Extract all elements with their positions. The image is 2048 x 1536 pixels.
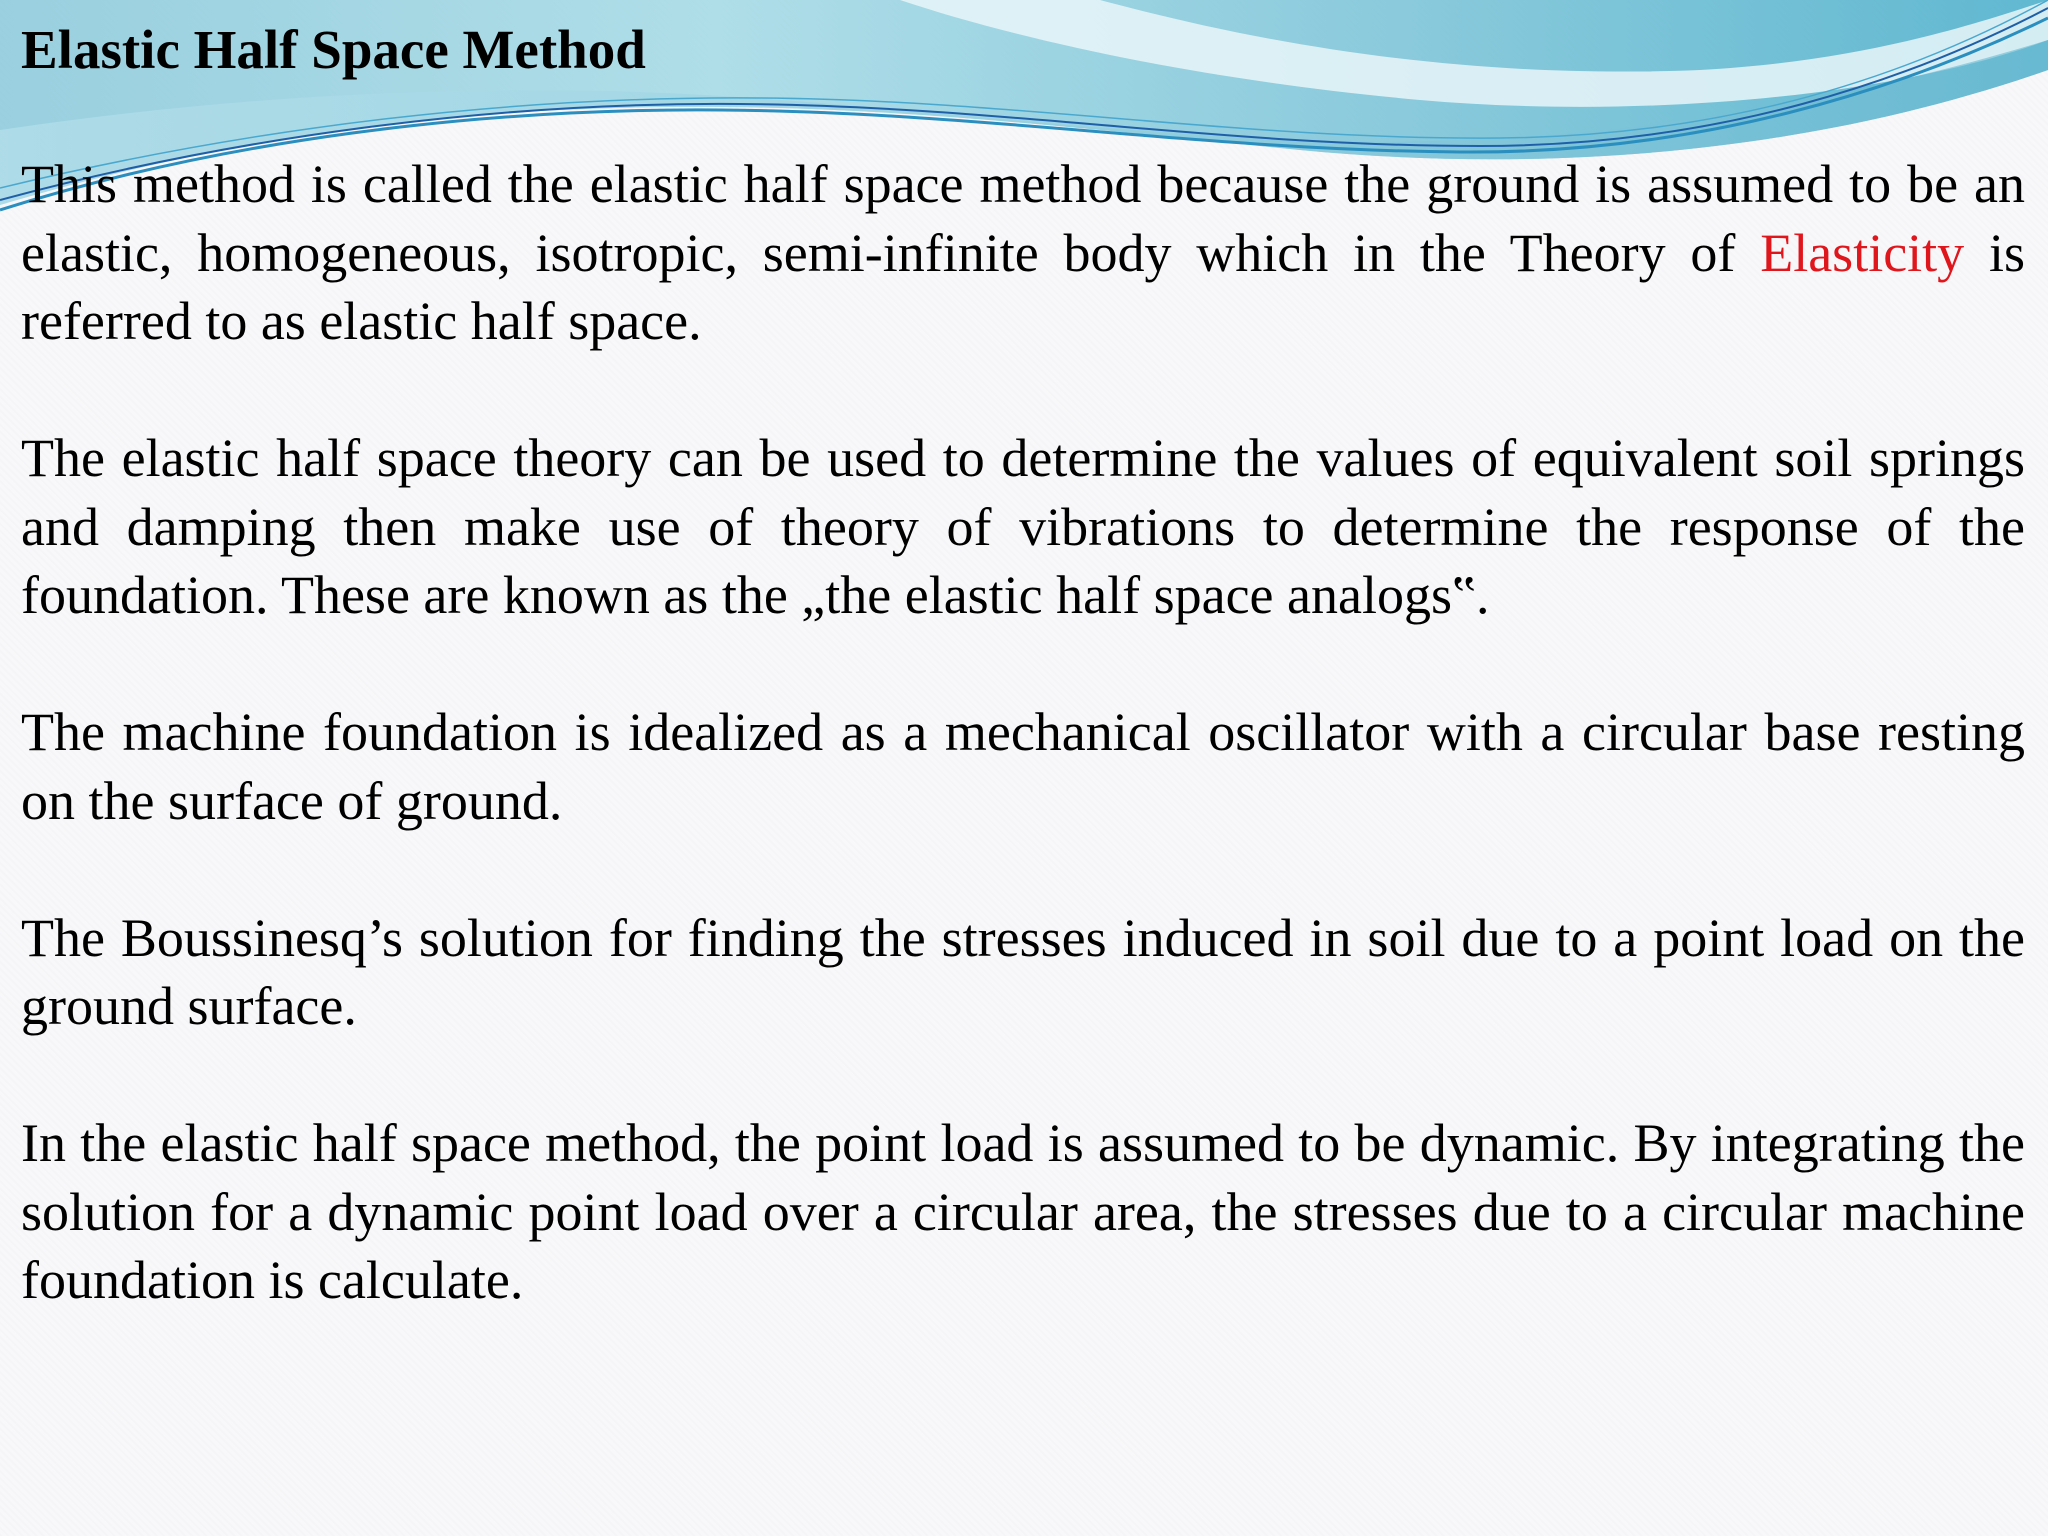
paragraph-5-text: In the elastic half space method, the point load is assumed to be dynamic. By integrating the solution for a dynamic point load over a circular area, the stresses due to a circular machine foundation is calculate. (21, 1113, 2025, 1310)
paragraph-5 (21, 1109, 2025, 1315)
highlight-elasticity: Elasticity (1760, 222, 1965, 283)
paragraph-4-text: The Boussinesq’s solution for finding the stresses induced in soil due to a point load on the ground surface. (21, 907, 2025, 1036)
paragraph-4 (21, 904, 2025, 1041)
paragraph-3-text: The machine foundation is idealized as a mechanical oscillator with a circular base resting on the surface of ground. (21, 702, 2025, 831)
paragraph-1 (21, 150, 2025, 356)
paragraph-2-text: The elastic half space theory can be used to determine the values of equivalent soil springs and damping then make use of theory of vibrations to determine the response of the foundation. These are known as the „the elastic half space analogs‟. (21, 428, 2025, 625)
paragraph-3 (21, 698, 2025, 835)
slide-body (21, 150, 2025, 1383)
slide-title: Elastic Half Space Method (21, 19, 646, 80)
paragraph-1-text-after: is referred to as elastic half space. (21, 222, 2025, 351)
paragraph-1-text-before: This method is called the elastic half space method because the ground is assumed to be an elastic, homogeneous, isotropic, semi-infinite body which in the Theory of (21, 154, 2025, 283)
paragraph-2 (21, 424, 2025, 630)
